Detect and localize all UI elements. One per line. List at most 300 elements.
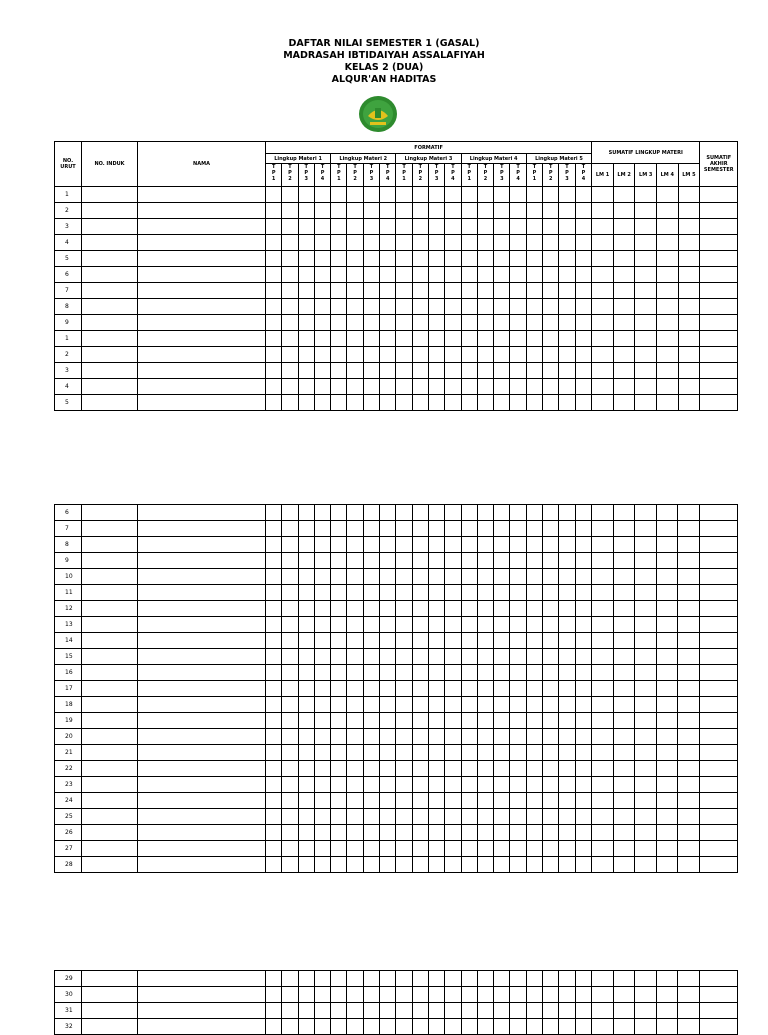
grade-cell[interactable] (543, 379, 559, 395)
grade-cell[interactable] (314, 971, 330, 987)
grade-cell[interactable] (347, 665, 363, 681)
grade-cell[interactable] (445, 363, 461, 379)
grade-cell[interactable] (331, 187, 347, 203)
grade-cell[interactable] (477, 633, 493, 649)
grade-cell[interactable] (526, 857, 542, 873)
grade-cell[interactable] (526, 379, 542, 395)
grade-cell[interactable] (494, 569, 510, 585)
grade-cell[interactable] (656, 841, 678, 857)
grade-cell[interactable] (298, 299, 314, 315)
grade-cell[interactable] (591, 971, 613, 987)
grade-cell[interactable] (575, 251, 592, 267)
grade-cell[interactable] (656, 1003, 678, 1019)
grade-cell[interactable] (510, 569, 526, 585)
grade-cell[interactable] (559, 283, 575, 299)
grade-cell[interactable] (138, 1019, 266, 1035)
grade-cell[interactable] (559, 649, 575, 665)
grade-cell[interactable] (331, 1003, 347, 1019)
grade-cell[interactable] (494, 267, 510, 283)
grade-cell[interactable] (282, 601, 298, 617)
grade-cell[interactable] (266, 585, 282, 601)
grade-cell[interactable] (510, 601, 526, 617)
grade-cell[interactable] (526, 713, 542, 729)
grade-cell[interactable] (282, 347, 298, 363)
grade-cell[interactable] (494, 617, 510, 633)
grade-cell[interactable] (477, 203, 493, 219)
grade-cell[interactable] (331, 601, 347, 617)
grade-cell[interactable] (428, 777, 444, 793)
grade-cell[interactable] (700, 363, 738, 379)
grade-cell[interactable] (678, 617, 700, 633)
grade-cell[interactable] (380, 777, 396, 793)
grade-cell[interactable] (656, 825, 678, 841)
grade-cell[interactable] (138, 505, 266, 521)
grade-cell[interactable] (428, 537, 444, 553)
grade-cell[interactable] (635, 987, 657, 1003)
grade-cell[interactable] (461, 987, 477, 1003)
grade-cell[interactable] (282, 299, 298, 315)
grade-cell[interactable] (347, 697, 363, 713)
grade-cell[interactable] (477, 347, 493, 363)
grade-cell[interactable] (396, 971, 412, 987)
grade-cell[interactable] (380, 745, 396, 761)
grade-cell[interactable] (445, 777, 461, 793)
grade-cell[interactable] (412, 793, 428, 809)
grade-cell[interactable] (575, 203, 592, 219)
grade-cell[interactable] (635, 697, 657, 713)
grade-cell[interactable] (331, 505, 347, 521)
grade-cell[interactable] (380, 379, 396, 395)
grade-cell[interactable] (477, 1019, 493, 1035)
grade-cell[interactable] (314, 315, 330, 331)
grade-cell[interactable] (494, 219, 510, 235)
grade-cell[interactable] (494, 857, 510, 873)
grade-cell[interactable] (412, 697, 428, 713)
grade-cell[interactable] (575, 283, 592, 299)
grade-cell[interactable] (699, 971, 737, 987)
grade-cell[interactable] (635, 841, 657, 857)
grade-cell[interactable] (445, 505, 461, 521)
grade-cell[interactable] (591, 761, 613, 777)
grade-cell[interactable] (298, 761, 314, 777)
grade-cell[interactable] (347, 649, 363, 665)
grade-cell[interactable] (591, 505, 613, 521)
grade-cell[interactable] (298, 235, 314, 251)
grade-cell[interactable] (428, 315, 444, 331)
grade-cell[interactable] (635, 521, 657, 537)
grade-cell[interactable] (396, 633, 412, 649)
grade-cell[interactable] (380, 331, 396, 347)
grade-cell[interactable] (82, 987, 138, 1003)
grade-cell[interactable] (138, 761, 266, 777)
grade-cell[interactable] (363, 553, 379, 569)
grade-cell[interactable] (138, 649, 266, 665)
grade-cell[interactable] (635, 235, 657, 251)
grade-cell[interactable] (282, 857, 298, 873)
grade-cell[interactable] (477, 971, 493, 987)
grade-cell[interactable] (428, 681, 444, 697)
grade-cell[interactable] (678, 825, 700, 841)
grade-cell[interactable] (347, 1019, 363, 1035)
grade-cell[interactable] (266, 841, 282, 857)
grade-cell[interactable] (575, 187, 592, 203)
grade-cell[interactable] (635, 601, 657, 617)
grade-cell[interactable] (412, 665, 428, 681)
grade-cell[interactable] (494, 203, 510, 219)
grade-cell[interactable] (559, 971, 575, 987)
grade-cell[interactable] (412, 841, 428, 857)
grade-cell[interactable] (543, 761, 559, 777)
grade-cell[interactable] (82, 649, 138, 665)
grade-cell[interactable] (82, 697, 138, 713)
grade-cell[interactable] (138, 219, 266, 235)
grade-cell[interactable] (700, 267, 738, 283)
grade-cell[interactable] (592, 203, 614, 219)
grade-cell[interactable] (380, 219, 396, 235)
grade-cell[interactable] (591, 1019, 613, 1035)
grade-cell[interactable] (678, 283, 700, 299)
grade-cell[interactable] (559, 235, 575, 251)
grade-cell[interactable] (494, 299, 510, 315)
grade-cell[interactable] (138, 1003, 266, 1019)
grade-cell[interactable] (138, 331, 266, 347)
grade-cell[interactable] (461, 267, 477, 283)
grade-cell[interactable] (477, 283, 493, 299)
grade-cell[interactable] (494, 809, 510, 825)
grade-cell[interactable] (559, 761, 575, 777)
grade-cell[interactable] (314, 569, 330, 585)
grade-cell[interactable] (543, 315, 559, 331)
grade-cell[interactable] (331, 203, 347, 219)
grade-cell[interactable] (138, 665, 266, 681)
grade-cell[interactable] (656, 987, 678, 1003)
grade-cell[interactable] (494, 379, 510, 395)
grade-cell[interactable] (613, 971, 635, 987)
grade-cell[interactable] (477, 841, 493, 857)
grade-cell[interactable] (428, 729, 444, 745)
grade-cell[interactable] (396, 537, 412, 553)
grade-cell[interactable] (461, 299, 477, 315)
grade-cell[interactable] (82, 809, 138, 825)
grade-cell[interactable] (363, 649, 379, 665)
grade-cell[interactable] (445, 267, 461, 283)
grade-cell[interactable] (700, 299, 738, 315)
grade-cell[interactable] (363, 665, 379, 681)
grade-cell[interactable] (575, 299, 592, 315)
grade-cell[interactable] (282, 971, 298, 987)
grade-cell[interactable] (396, 649, 412, 665)
grade-cell[interactable] (266, 505, 282, 521)
grade-cell[interactable] (428, 569, 444, 585)
grade-cell[interactable] (82, 553, 138, 569)
grade-cell[interactable] (526, 569, 542, 585)
grade-cell[interactable] (510, 363, 526, 379)
grade-cell[interactable] (613, 569, 635, 585)
grade-cell[interactable] (428, 219, 444, 235)
grade-cell[interactable] (266, 569, 282, 585)
grade-cell[interactable] (592, 395, 614, 411)
grade-cell[interactable] (494, 729, 510, 745)
grade-cell[interactable] (543, 729, 559, 745)
grade-cell[interactable] (700, 315, 738, 331)
grade-cell[interactable] (477, 331, 493, 347)
grade-cell[interactable] (298, 219, 314, 235)
grade-cell[interactable] (526, 299, 542, 315)
grade-cell[interactable] (412, 1019, 428, 1035)
grade-cell[interactable] (428, 521, 444, 537)
grade-cell[interactable] (347, 681, 363, 697)
grade-cell[interactable] (559, 363, 575, 379)
grade-cell[interactable] (363, 825, 379, 841)
grade-cell[interactable] (428, 793, 444, 809)
grade-cell[interactable] (363, 841, 379, 857)
grade-cell[interactable] (380, 187, 396, 203)
grade-cell[interactable] (575, 267, 592, 283)
grade-cell[interactable] (700, 347, 738, 363)
grade-cell[interactable] (412, 347, 428, 363)
grade-cell[interactable] (657, 251, 679, 267)
grade-cell[interactable] (477, 395, 493, 411)
grade-cell[interactable] (445, 857, 461, 873)
grade-cell[interactable] (526, 187, 542, 203)
grade-cell[interactable] (494, 283, 510, 299)
grade-cell[interactable] (138, 267, 266, 283)
grade-cell[interactable] (526, 633, 542, 649)
grade-cell[interactable] (445, 665, 461, 681)
grade-cell[interactable] (657, 331, 679, 347)
grade-cell[interactable] (591, 617, 613, 633)
grade-cell[interactable] (363, 505, 379, 521)
grade-cell[interactable] (331, 267, 347, 283)
grade-cell[interactable] (575, 665, 591, 681)
grade-cell[interactable] (298, 857, 314, 873)
grade-cell[interactable] (543, 745, 559, 761)
grade-cell[interactable] (347, 315, 363, 331)
grade-cell[interactable] (412, 825, 428, 841)
grade-cell[interactable] (526, 825, 542, 841)
grade-cell[interactable] (380, 363, 396, 379)
grade-cell[interactable] (494, 1019, 510, 1035)
grade-cell[interactable] (331, 987, 347, 1003)
grade-cell[interactable] (543, 235, 559, 251)
grade-cell[interactable] (526, 537, 542, 553)
grade-cell[interactable] (428, 187, 444, 203)
grade-cell[interactable] (494, 745, 510, 761)
grade-cell[interactable] (656, 553, 678, 569)
grade-cell[interactable] (559, 251, 575, 267)
grade-cell[interactable] (477, 713, 493, 729)
grade-cell[interactable] (591, 745, 613, 761)
grade-cell[interactable] (461, 617, 477, 633)
grade-cell[interactable] (298, 187, 314, 203)
grade-cell[interactable] (461, 1003, 477, 1019)
grade-cell[interactable] (559, 713, 575, 729)
grade-cell[interactable] (363, 745, 379, 761)
grade-cell[interactable] (138, 697, 266, 713)
grade-cell[interactable] (412, 251, 428, 267)
grade-cell[interactable] (298, 665, 314, 681)
grade-cell[interactable] (298, 617, 314, 633)
grade-cell[interactable] (298, 713, 314, 729)
grade-cell[interactable] (477, 235, 493, 251)
grade-cell[interactable] (461, 585, 477, 601)
grade-cell[interactable] (282, 681, 298, 697)
grade-cell[interactable] (477, 553, 493, 569)
grade-cell[interactable] (559, 553, 575, 569)
grade-cell[interactable] (396, 251, 412, 267)
grade-cell[interactable] (138, 203, 266, 219)
grade-cell[interactable] (526, 203, 542, 219)
grade-cell[interactable] (494, 347, 510, 363)
grade-cell[interactable] (494, 971, 510, 987)
grade-cell[interactable] (575, 971, 591, 987)
grade-cell[interactable] (592, 219, 614, 235)
grade-cell[interactable] (138, 395, 266, 411)
grade-cell[interactable] (314, 633, 330, 649)
grade-cell[interactable] (82, 601, 138, 617)
grade-cell[interactable] (613, 267, 635, 283)
grade-cell[interactable] (314, 729, 330, 745)
grade-cell[interactable] (575, 379, 592, 395)
grade-cell[interactable] (635, 857, 657, 873)
grade-cell[interactable] (445, 235, 461, 251)
grade-cell[interactable] (477, 299, 493, 315)
grade-cell[interactable] (678, 1019, 700, 1035)
grade-cell[interactable] (298, 633, 314, 649)
grade-cell[interactable] (396, 825, 412, 841)
grade-cell[interactable] (678, 537, 700, 553)
grade-cell[interactable] (699, 633, 737, 649)
grade-cell[interactable] (82, 825, 138, 841)
grade-cell[interactable] (363, 379, 379, 395)
grade-cell[interactable] (412, 729, 428, 745)
grade-cell[interactable] (82, 331, 138, 347)
grade-cell[interactable] (428, 347, 444, 363)
grade-cell[interactable] (591, 553, 613, 569)
grade-cell[interactable] (380, 395, 396, 411)
grade-cell[interactable] (526, 987, 542, 1003)
grade-cell[interactable] (314, 745, 330, 761)
grade-cell[interactable] (314, 777, 330, 793)
grade-cell[interactable] (266, 793, 282, 809)
grade-cell[interactable] (559, 665, 575, 681)
grade-cell[interactable] (363, 347, 379, 363)
grade-cell[interactable] (575, 1003, 591, 1019)
grade-cell[interactable] (314, 379, 330, 395)
grade-cell[interactable] (494, 521, 510, 537)
grade-cell[interactable] (575, 601, 591, 617)
grade-cell[interactable] (613, 601, 635, 617)
grade-cell[interactable] (428, 299, 444, 315)
grade-cell[interactable] (428, 379, 444, 395)
grade-cell[interactable] (635, 971, 657, 987)
grade-cell[interactable] (428, 649, 444, 665)
grade-cell[interactable] (380, 553, 396, 569)
grade-cell[interactable] (526, 553, 542, 569)
grade-cell[interactable] (266, 857, 282, 873)
grade-cell[interactable] (526, 267, 542, 283)
grade-cell[interactable] (298, 537, 314, 553)
grade-cell[interactable] (635, 219, 657, 235)
grade-cell[interactable] (314, 809, 330, 825)
grade-cell[interactable] (138, 971, 266, 987)
grade-cell[interactable] (526, 971, 542, 987)
grade-cell[interactable] (461, 713, 477, 729)
grade-cell[interactable] (298, 841, 314, 857)
grade-cell[interactable] (363, 395, 379, 411)
grade-cell[interactable] (592, 331, 614, 347)
grade-cell[interactable] (396, 521, 412, 537)
grade-cell[interactable] (575, 745, 591, 761)
grade-cell[interactable] (635, 395, 657, 411)
grade-cell[interactable] (494, 633, 510, 649)
grade-cell[interactable] (591, 857, 613, 873)
grade-cell[interactable] (657, 347, 679, 363)
grade-cell[interactable] (510, 809, 526, 825)
grade-cell[interactable] (543, 987, 559, 1003)
grade-cell[interactable] (543, 857, 559, 873)
grade-cell[interactable] (477, 745, 493, 761)
grade-cell[interactable] (266, 347, 282, 363)
grade-cell[interactable] (543, 331, 559, 347)
grade-cell[interactable] (526, 809, 542, 825)
grade-cell[interactable] (445, 585, 461, 601)
grade-cell[interactable] (700, 203, 738, 219)
grade-cell[interactable] (543, 395, 559, 411)
grade-cell[interactable] (678, 331, 700, 347)
grade-cell[interactable] (510, 283, 526, 299)
grade-cell[interactable] (138, 601, 266, 617)
grade-cell[interactable] (82, 379, 138, 395)
grade-cell[interactable] (635, 187, 657, 203)
grade-cell[interactable] (461, 505, 477, 521)
grade-cell[interactable] (445, 521, 461, 537)
grade-cell[interactable] (477, 315, 493, 331)
grade-cell[interactable] (543, 553, 559, 569)
grade-cell[interactable] (575, 219, 592, 235)
grade-cell[interactable] (445, 761, 461, 777)
grade-cell[interactable] (428, 825, 444, 841)
grade-cell[interactable] (282, 841, 298, 857)
grade-cell[interactable] (331, 395, 347, 411)
grade-cell[interactable] (461, 569, 477, 585)
grade-cell[interactable] (138, 363, 266, 379)
grade-cell[interactable] (700, 219, 738, 235)
grade-cell[interactable] (526, 521, 542, 537)
grade-cell[interactable] (613, 825, 635, 841)
grade-cell[interactable] (412, 601, 428, 617)
grade-cell[interactable] (613, 857, 635, 873)
grade-cell[interactable] (575, 395, 592, 411)
grade-cell[interactable] (510, 203, 526, 219)
grade-cell[interactable] (331, 761, 347, 777)
grade-cell[interactable] (591, 987, 613, 1003)
grade-cell[interactable] (282, 825, 298, 841)
grade-cell[interactable] (380, 761, 396, 777)
grade-cell[interactable] (543, 537, 559, 553)
grade-cell[interactable] (461, 665, 477, 681)
grade-cell[interactable] (412, 553, 428, 569)
grade-cell[interactable] (613, 363, 635, 379)
grade-cell[interactable] (575, 537, 591, 553)
grade-cell[interactable] (510, 235, 526, 251)
grade-cell[interactable] (635, 825, 657, 841)
grade-cell[interactable] (412, 331, 428, 347)
grade-cell[interactable] (592, 363, 614, 379)
grade-cell[interactable] (428, 601, 444, 617)
grade-cell[interactable] (445, 553, 461, 569)
grade-cell[interactable] (678, 777, 700, 793)
